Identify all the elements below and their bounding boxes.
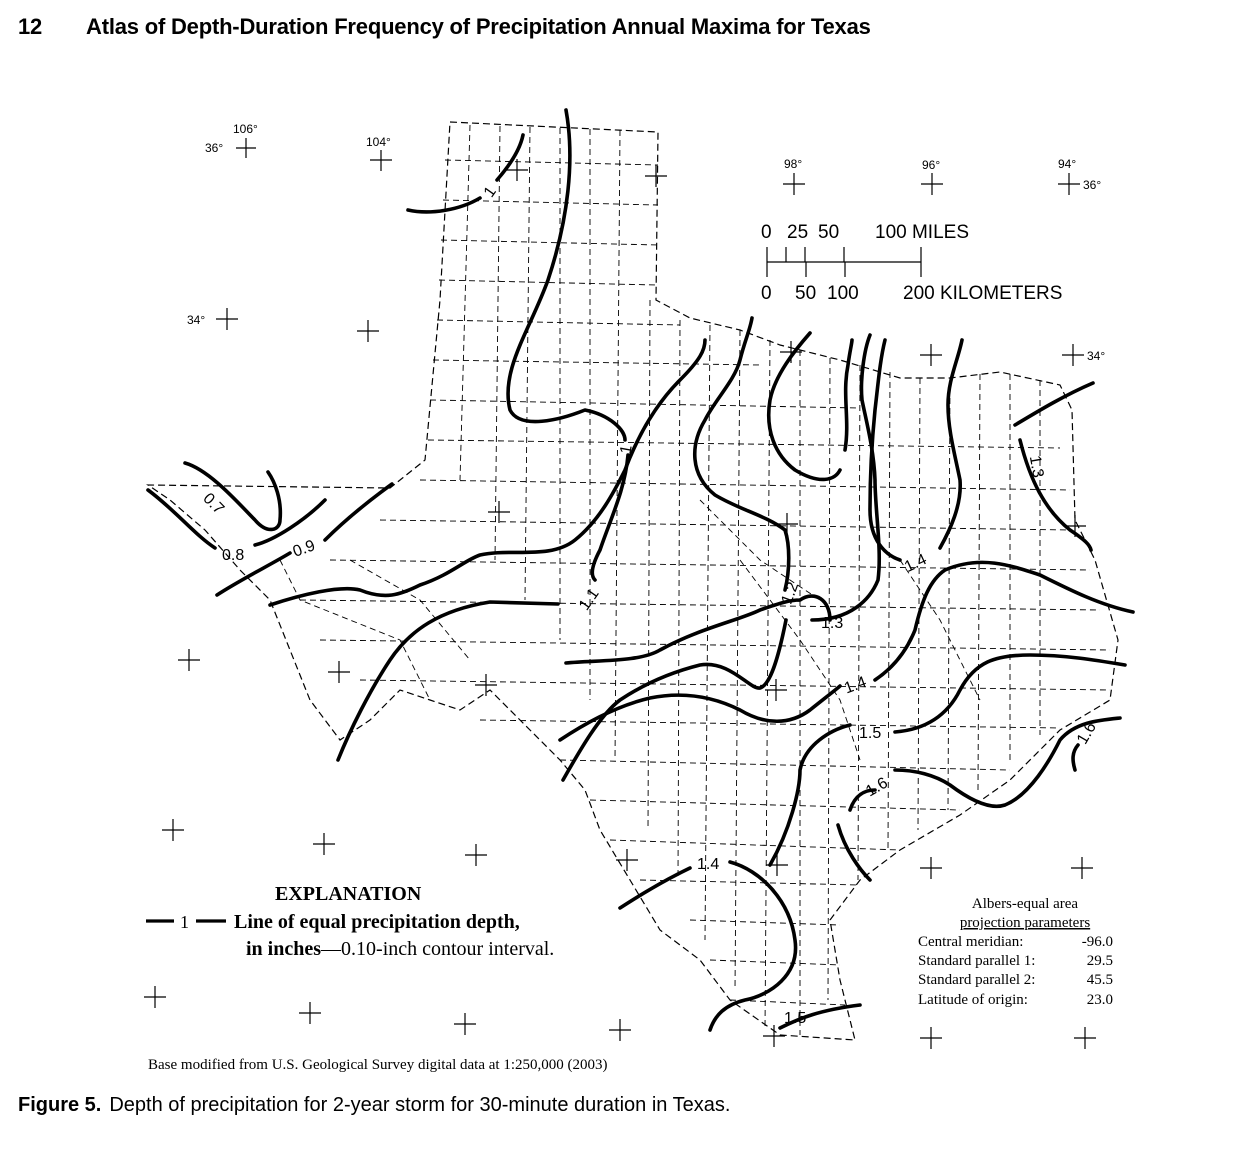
param-label-standard-parallel-2: Standard parallel 2: — [918, 972, 1036, 988]
scale-km-50: 50 — [795, 283, 817, 304]
legend-line2-rest: —0.10-inch contour interval. — [321, 938, 555, 960]
source-note: Base modified from U.S. Geological Survey digital data at 1:250,000 (2003) — [148, 1057, 608, 1073]
contour-1-3-east — [940, 340, 1093, 550]
explanation-title: EXPLANATION — [275, 883, 422, 905]
lon-label-98: 98° — [784, 157, 803, 171]
contour-label-1-3: 1.3 — [821, 615, 844, 632]
contour-1-6 — [838, 718, 1120, 880]
scale-miles-25: 25 — [787, 222, 809, 243]
contour-1-4-mid — [560, 562, 1133, 740]
scale-miles-0: 0 — [761, 222, 772, 243]
contour-label-1-upper: 1 — [480, 183, 500, 201]
contour-label-1-3-east: 1.3 — [1025, 454, 1047, 480]
page-title: Atlas of Depth-Duration Frequency of Precipitation Annual Maxima for Texas — [86, 14, 871, 39]
param-value-central-meridian: -96.0 — [1081, 934, 1113, 950]
figure-caption — [18, 1094, 730, 1117]
contour-label-1-5-south: 1.5 — [784, 1010, 807, 1027]
lon-label-106: 106° — [233, 122, 258, 136]
contour-label-1-main: 1 — [617, 443, 636, 456]
contour-label-0-7: 0.7 — [199, 490, 228, 518]
param-value-standard-parallel-2: 45.5 — [1086, 972, 1113, 988]
legend-line2-bold: in inches — [246, 938, 322, 960]
legend-symbol-label: 1 — [180, 912, 189, 932]
legend-line2 — [246, 938, 554, 960]
projection-parameters — [918, 896, 1113, 1008]
scale-line — [767, 247, 921, 277]
contour-label-1-1: 1.1 — [575, 585, 603, 614]
scale-miles-50: 50 — [818, 222, 840, 243]
lat-label-34-west: 34° — [187, 313, 206, 327]
explanation-legend — [146, 883, 554, 960]
lon-label-96: 96° — [922, 158, 941, 172]
page-number: 12 — [18, 14, 43, 39]
param-value-standard-parallel-1: 29.5 — [1086, 953, 1113, 969]
legend-line1: Line of equal precipitation depth, — [234, 911, 520, 933]
contour-label-1-6: 1.6 — [863, 774, 891, 801]
contour-label-1-2: 1.2 — [778, 579, 803, 607]
contour-label-0-9: 0.9 — [290, 537, 318, 561]
contour-1-4-north — [769, 333, 900, 560]
lon-label-104: 104° — [366, 135, 391, 149]
figure-label: Figure 5. — [18, 1094, 102, 1116]
param-label-central-meridian: Central meridian: — [918, 934, 1024, 950]
contour-label-1-4-south: 1.4 — [697, 856, 720, 873]
contour-label-0-8: 0.8 — [222, 547, 245, 564]
contour-1-1 — [270, 340, 705, 760]
projection-title: Albers-equal area — [971, 896, 1079, 912]
contour-label-1-6-east: 1.6 — [1074, 719, 1100, 748]
scale-km-100: 100 — [827, 283, 859, 304]
contour-1-4-south — [620, 862, 796, 1030]
param-value-latitude-of-origin: 23.0 — [1086, 992, 1113, 1008]
lon-label-94: 94° — [1058, 157, 1077, 171]
contour-0-7 — [185, 463, 280, 529]
contour-label-1-5: 1.5 — [859, 725, 882, 742]
param-label-latitude-of-origin: Latitude of origin: — [918, 992, 1028, 1008]
lat-label-36-west: 36° — [205, 141, 224, 155]
scale-bar — [761, 222, 1062, 304]
contour-1-2 — [563, 318, 789, 780]
lat-label-34-east: 34° — [1087, 349, 1106, 363]
scale-miles-100: 100 MILES — [875, 222, 969, 243]
figure-text: Depth of precipitation for 2-year storm for 30-minute duration in Texas. — [109, 1094, 731, 1116]
scale-km-0: 0 — [761, 283, 772, 304]
scale-km-200: 200 KILOMETERS — [903, 283, 1063, 304]
projection-subtitle: projection parameters — [959, 915, 1091, 931]
param-label-standard-parallel-1: Standard parallel 1: — [918, 953, 1036, 969]
contour-label-1-4-mid: 1.4 — [842, 673, 869, 698]
lat-label-36-east: 36° — [1083, 178, 1102, 192]
contour-label-1-4-north: 1.4 — [902, 551, 930, 576]
